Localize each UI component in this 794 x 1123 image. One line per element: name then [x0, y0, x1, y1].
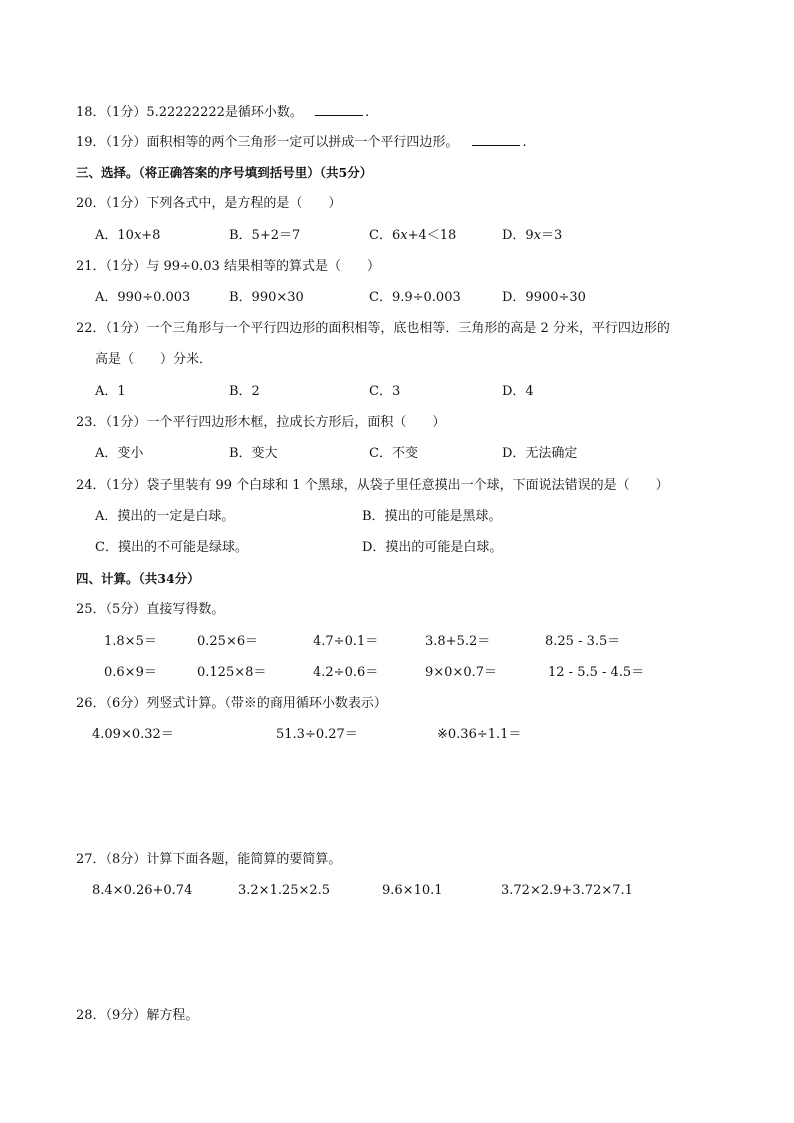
simplify-item: 3.72×2.9+3.72×7.1	[501, 883, 633, 898]
question-18-text: 18．（1分）5.22222222是循环小数。	[76, 105, 303, 120]
option-24-c[interactable]: C．摸出的不可能是绿球。	[95, 540, 248, 555]
option-21-b[interactable]: B．990×30	[229, 290, 304, 305]
question-22: 22．（1分）一个三角形与一个平行四边形的面积相等，底也相等．三角形的高是 2 分米，平行四边形的	[76, 321, 670, 336]
simplify-item: 3.2×1.25×2.5	[238, 883, 331, 898]
question-18-tail: .	[365, 105, 370, 120]
option-22-b[interactable]: B．2	[229, 384, 260, 399]
option-21-c[interactable]: C．9.9÷0.003	[369, 290, 461, 305]
calc-item: 0.125×8＝	[197, 665, 267, 680]
option-23-a[interactable]: A．变小	[95, 446, 144, 461]
question-23: 23．（1分）一个平行四边形木框，拉成长方形后，面积（ ）	[76, 415, 446, 430]
question-21: 21．（1分）与 99÷0.03 结果相等的算式是（ ）	[76, 259, 380, 274]
simplify-item: 8.4×0.26+0.74	[92, 883, 193, 898]
calc-item: 9×0×0.7＝	[425, 665, 498, 680]
vertical-calc-item: 51.3÷0.27＝	[276, 727, 358, 742]
section-4-heading: 四、计算。（共34分）	[76, 571, 200, 586]
option-24-d[interactable]: D．摸出的可能是白球。	[362, 540, 503, 555]
option-20-a[interactable]: A．10x+8	[95, 228, 161, 243]
question-19-text: 19．（1分）面积相等的两个三角形一定可以拼成一个平行四边形。	[76, 135, 459, 150]
question-26: 26．（6分）列竖式计算。（带※的商用循环小数表示）	[76, 696, 387, 711]
option-20-b[interactable]: B．5+2＝7	[229, 228, 301, 243]
option-24-b[interactable]: B．摸出的可能是黑球。	[362, 509, 502, 524]
option-22-c[interactable]: C．3	[369, 384, 401, 399]
calc-item: 0.25×6＝	[197, 634, 259, 649]
question-24: 24．（1分）袋子里装有 99 个白球和 1 个黑球，从袋子里任意摸出一个球，下面说法错误的是（ ）	[76, 478, 669, 493]
question-27: 27．（8分）计算下面各题，能简算的要简算。	[76, 852, 342, 867]
option-21-a[interactable]: A．990÷0.003	[95, 290, 191, 305]
question-25: 25．（5分）直接写得数。	[76, 602, 225, 617]
question-19	[76, 133, 527, 152]
question-18	[76, 103, 369, 122]
option-20-d[interactable]: D．9x＝3	[502, 228, 563, 243]
calc-item: 4.7÷0.1＝	[313, 634, 379, 649]
calc-item: 0.6×9＝	[104, 665, 157, 680]
question-28: 28．（9分）解方程。	[76, 1008, 199, 1023]
answer-blank-19[interactable]	[472, 133, 520, 146]
option-23-d[interactable]: D．无法确定	[502, 446, 578, 461]
vertical-calc-item: ※0.36÷1.1＝	[437, 727, 522, 742]
vertical-calc-item: 4.09×0.32＝	[92, 727, 174, 742]
option-22-d[interactable]: D．4	[502, 384, 534, 399]
calc-item: 4.2÷0.6＝	[313, 665, 379, 680]
option-22-a[interactable]: A．1	[95, 384, 126, 399]
question-19-tail: .	[522, 135, 527, 150]
answer-blank-18[interactable]	[315, 103, 363, 116]
simplify-item: 9.6×10.1	[382, 883, 443, 898]
calc-item: 12 - 5.5 - 4.5＝	[548, 665, 645, 680]
option-21-d[interactable]: D．9900÷30	[502, 290, 586, 305]
section-3-heading: 三、选择。（将正确答案的序号填到括号里）（共5分）	[76, 165, 373, 180]
option-20-c[interactable]: C．6x+4＜18	[369, 228, 457, 243]
option-23-b[interactable]: B．变大	[229, 446, 278, 461]
question-20: 20．（1分）下列各式中，是方程的是（ ）	[76, 196, 342, 211]
calc-item: 3.8+5.2＝	[425, 634, 491, 649]
calc-item: 1.8×5＝	[104, 634, 157, 649]
question-22-continued: 高是（ ）分米．	[95, 352, 213, 367]
calc-item: 8.25 - 3.5＝	[545, 634, 621, 649]
option-23-c[interactable]: C．不变	[369, 446, 418, 461]
option-24-a[interactable]: A．摸出的一定是白球。	[95, 509, 235, 524]
